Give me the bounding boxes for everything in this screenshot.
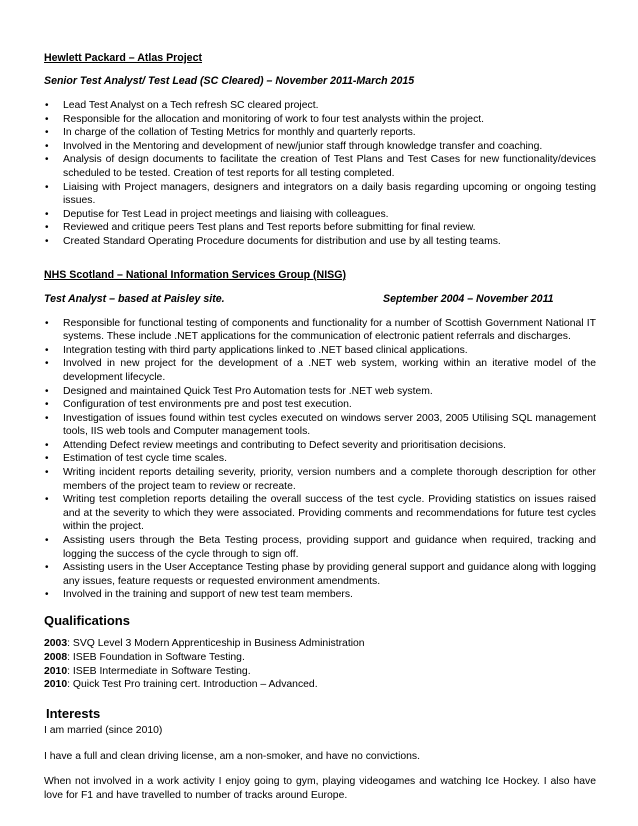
qualification-year: 2003 bbox=[44, 638, 68, 649]
qualification-text: : SVQ Level 3 Modern Apprenticeship in Business Administration bbox=[67, 638, 365, 649]
interests-license: I have a full and clean driving license, am a non-smoker, and have no convictions. bbox=[44, 750, 421, 762]
list-item: • Lead Test Analyst on a Tech refresh SC cleared project. bbox=[44, 99, 596, 113]
qualifications-list bbox=[44, 637, 596, 692]
qualification-text: : ISEB Intermediate in Software Testing. bbox=[67, 665, 251, 677]
list-item: • Attending Defect review meetings and contributing to Defect severity and prioritisation decisions. bbox=[44, 439, 596, 453]
hp-bullet-list bbox=[44, 99, 596, 249]
list-item: • Involved in new project for the development of a .NET web system, working within an iterative model of the development lifecycle. bbox=[44, 357, 596, 384]
list-item: • Analysis of design documents to facilitate the creation of Test Plans and Test Cases for new functionality/devices scheduled to be tested. Creation of test reports for all testing completed. bbox=[44, 153, 596, 180]
list-item: • Designed and maintained Quick Test Pro Automation tests for .NET web system. bbox=[44, 385, 596, 399]
list-item: • Created Standard Operating Procedure documents for distribution and use by all testing teams. bbox=[44, 235, 596, 249]
hp-role-title: Senior Test Analyst/ Test Lead (SC Cleared) – November 2011-March 2015 bbox=[44, 75, 415, 87]
qualification-text: : ISEB Foundation in Software Testing. bbox=[67, 651, 245, 663]
list-item: • Deputise for Test Lead in project meetings and liaising with colleagues. bbox=[44, 208, 596, 222]
list-item: • Estimation of test cycle time scales. bbox=[44, 452, 596, 466]
qualification-year: 2010 bbox=[44, 665, 68, 677]
list-item: • In charge of the collation of Testing Metrics for monthly and quarterly reports. bbox=[44, 126, 596, 140]
interests-heading: Interests bbox=[46, 706, 101, 722]
list-item: • Involved in the training and support of new test team members. bbox=[44, 588, 596, 602]
nhs-bullet-list bbox=[44, 317, 596, 602]
hp-company-heading: Hewlett Packard – Atlas Project bbox=[44, 52, 202, 64]
nhs-section bbox=[44, 269, 596, 602]
cv-page bbox=[44, 52, 596, 803]
qualification-year: 2010 bbox=[44, 679, 68, 691]
nhs-role-dates: September 2004 – November 2011 bbox=[383, 292, 554, 305]
qualifications-heading: Qualifications bbox=[44, 613, 130, 628]
qualification-item bbox=[44, 678, 596, 692]
list-item: • Assisting users through the Beta Testing process, providing support and guidance when required, tracking and logging the success of the cycle through to sign off. bbox=[44, 534, 596, 561]
list-item: • Reviewed and critique peers Test plans and Test reports before submitting for final review. bbox=[44, 221, 596, 235]
list-item: • Responsible for the allocation and monitoring of work to four test analysts within the project. bbox=[44, 113, 596, 127]
list-item: • Integration testing with third party applications linked to .NET based clinical applications. bbox=[44, 344, 596, 358]
list-item: • Responsible for functional testing of components and functionality for a number of Scottish Government National IT systems. These include .NET applications for the communication of electronic patient referrals and discharges. bbox=[44, 317, 596, 344]
list-item: • Involved in the Mentoring and development of new/junior staff through knowledge transfer and coaching. bbox=[44, 140, 596, 154]
interests-section bbox=[44, 706, 596, 802]
nhs-role-row bbox=[44, 293, 596, 305]
qualification-item bbox=[44, 651, 596, 665]
hp-section bbox=[44, 52, 596, 249]
list-item: • Configuration of test environments pre and post test execution. bbox=[44, 398, 596, 412]
list-item: • Writing incident reports detailing severity, priority, version numbers and a complete thorough description for other members of the project team to review or recreate. bbox=[44, 466, 596, 493]
nhs-role-title: Test Analyst – based at Paisley site. bbox=[44, 292, 225, 305]
qualification-text: : Quick Test Pro training cert. Introduction – Advanced. bbox=[67, 679, 318, 691]
interests-married: I am married (since 2010) bbox=[44, 725, 163, 737]
qualifications-section bbox=[44, 613, 596, 692]
list-item: • Writing test completion reports detailing the overall success of the test cycle. Providing statistics on issues raised and at the severity to which they were associated. Providing comments and recommendations for future test cycles within the project. bbox=[44, 493, 596, 534]
qualification-year: 2008 bbox=[44, 651, 68, 663]
interests-hobbies: When not involved in a work activity I enjoy going to gym, playing videogames and watching Ice Hockey. I also have love for F1 and have travelled to number of tracks around Europe. bbox=[44, 776, 596, 801]
list-item: • Assisting users in the User Acceptance Testing phase by providing general support and guidance along with logging any issues, feature requests or requested environment amendments. bbox=[44, 561, 596, 588]
list-item: • Investigation of issues found within test cycles executed on windows server 2003, 2005 Utilising SQL management tools, IIS web tools and Computer management tools. bbox=[44, 412, 596, 439]
list-item: • Liaising with Project managers, designers and integrators on a daily basis regarding upcoming or ongoing testing issues. bbox=[44, 181, 596, 208]
qualification-item bbox=[44, 637, 596, 651]
nhs-company-heading: NHS Scotland – National Information Services Group (NISG) bbox=[44, 268, 346, 281]
qualification-item bbox=[44, 665, 596, 679]
